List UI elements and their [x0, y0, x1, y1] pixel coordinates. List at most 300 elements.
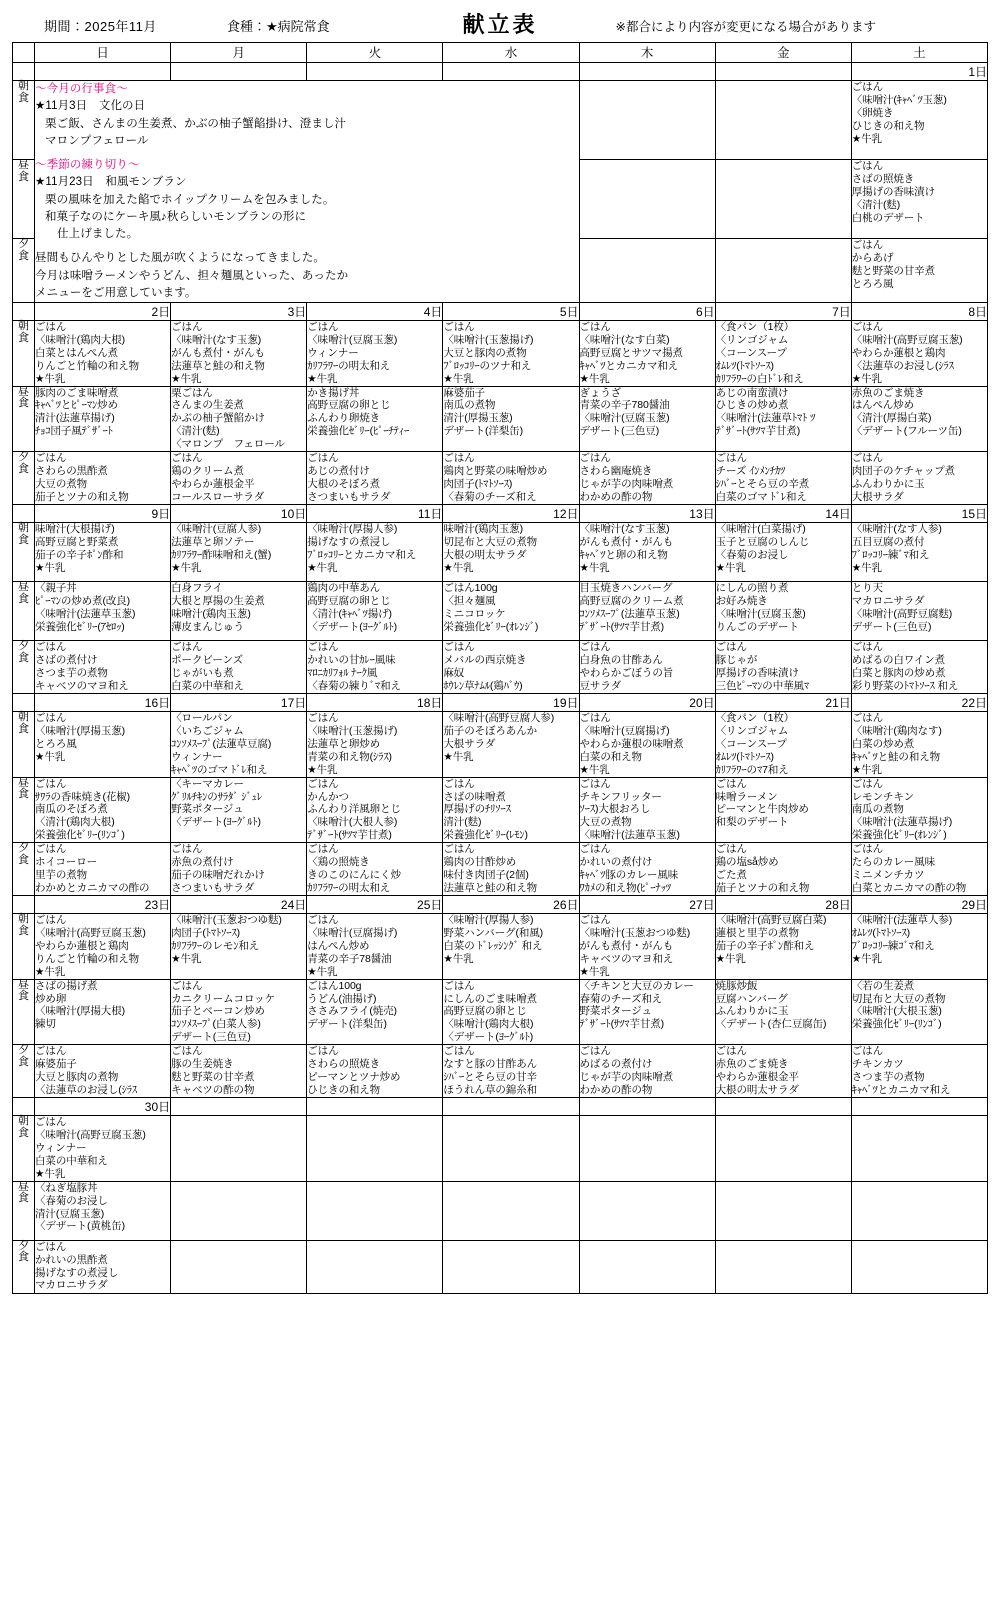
date-row: [13, 63, 988, 81]
menu-item: 味噌ラーメン: [715, 790, 778, 803]
row-label-asa: 朝 食: [13, 712, 35, 778]
date-row: [13, 694, 988, 712]
menu-item: 白菜とはんぺん煮: [35, 346, 119, 359]
menu-item: 南瓜の煮物: [443, 399, 496, 412]
meal-cell-asa: [443, 914, 579, 980]
menu-item: 〈味噌汁(なす玉葱): [171, 333, 262, 346]
menu-item: 青菜の辛子78醤油: [307, 952, 392, 965]
menu-item: ごはん: [35, 1240, 67, 1253]
meal-cell-asa: [579, 914, 715, 980]
row-label-hiru: 昼 食: [13, 386, 35, 452]
notice-line: ～季節の練り切り～: [35, 159, 140, 171]
menu-item: 法蓮草と鮭の和え物: [443, 881, 537, 894]
meal-cell-yu: [171, 843, 307, 896]
menu-item: 味付き肉団子(2個): [443, 868, 529, 881]
menu-item: ごはん: [715, 1045, 747, 1058]
meal-cell-yu: [171, 452, 307, 505]
menu-item: とり天: [851, 582, 883, 595]
menu-item: じゃが芋の肉味噌煮: [579, 477, 674, 490]
menu-item: 茄子とツナの和え物: [35, 490, 129, 503]
menu-item: ごはん: [579, 452, 611, 465]
menu-item: 〈味噌汁(ｷｬﾍﾞﾂ玉葱): [851, 93, 947, 106]
menu-item: 南瓜の煮物: [851, 803, 904, 816]
notice-line: 和菓子なのにケーキ風♪秋らしいモンブランの形に: [45, 210, 307, 223]
menu-item: ごはん: [579, 914, 611, 927]
date-cell: [715, 1098, 851, 1116]
menu-item: 麻奴: [443, 666, 465, 679]
menu-item: 法蓮草と卵ソテー: [171, 535, 255, 548]
menu-item: 切昆布と大豆の煮物: [851, 992, 946, 1005]
menu-item: さばの照焼き: [851, 172, 915, 185]
menu-item: ﾁｮｺ団子風ﾃﾞｻﾞｰﾄ: [35, 425, 113, 438]
menu-item: 〈デザート(杏仁豆腐缶): [715, 1018, 827, 1031]
menu-item: 〈味噌汁(白菜揚げ): [715, 523, 806, 536]
menu-item: やわらか蓮根と鶏肉: [35, 939, 129, 952]
menu-item: レモンチキン: [851, 790, 915, 803]
meal-cell-hiru: [171, 386, 307, 452]
menu-item: とろろ風: [851, 277, 894, 290]
menu-item: 〈清汁(麩): [171, 425, 220, 438]
notice-line: メニューをご用意しています。: [35, 286, 197, 299]
meal-cell-asa: [307, 321, 443, 387]
menu-item: 栄養強化ｾﾞﾘｰ(ﾘﾝｺﾞ): [851, 1018, 942, 1031]
menu-item: ポークビーンズ: [171, 653, 243, 666]
menu-item: ごはん: [443, 1045, 475, 1058]
menu-item: デザート(三色豆): [171, 1031, 251, 1044]
menu-item: 〈味噌汁(法蓮草玉葱): [35, 607, 136, 620]
menu-item: ★牛乳: [307, 763, 338, 776]
date-cell: 13日: [579, 505, 715, 523]
menu-item: あじの南蛮漬け: [715, 386, 789, 399]
menu-item: 南瓜のそぼろ煮: [35, 803, 108, 816]
date-cell: 21日: [715, 694, 851, 712]
menu-item: やわらか蓮根金平: [715, 1071, 799, 1083]
menu-item: ごはん: [851, 777, 883, 790]
date-cell: 6日: [579, 303, 715, 321]
meal-cell-asa: [715, 523, 851, 582]
menu-item: 〈デザート(黄桃缶): [35, 1220, 126, 1233]
meal-cell-asa: [171, 523, 307, 582]
meal-row: [13, 1116, 988, 1182]
menu-item: ★牛乳: [851, 132, 882, 145]
menu-item: からあげ: [851, 251, 894, 264]
menu-item: ごはん: [579, 712, 611, 725]
menu-item: 里芋の煮物: [35, 868, 88, 881]
menu-item: 〈法蓮草のお浸し(ｼﾗｽ: [35, 1083, 138, 1096]
menu-item: 白菜のゴマ ﾄﾞﾚ和え: [715, 490, 807, 503]
menu-item: ﾋﾟｰﾏﾝの炒め煮(改良): [35, 594, 131, 607]
dow-wed: 水: [443, 43, 579, 63]
menu-item: 高野豆腐の卵とじ: [307, 594, 391, 607]
date-cell: 25日: [307, 896, 443, 914]
menu-item: 〈清汁(厚揚白菜): [851, 412, 932, 425]
row-label-spacer: [13, 63, 35, 81]
date-cell: 24日: [171, 896, 307, 914]
menu-item: キャベツの酢の物: [171, 1083, 255, 1096]
menu-item: りんごと竹輪の和え物: [35, 359, 140, 372]
menu-item: ごはん: [35, 712, 67, 725]
meal-cell-hiru: [851, 979, 987, 1045]
date-cell: [171, 1098, 307, 1116]
meal-cell-hiru: [443, 582, 579, 641]
meal-cell-empty: [307, 1181, 443, 1240]
menu-item: 〈コーンスープ: [715, 737, 787, 750]
monthly-event-notice: [35, 81, 580, 303]
menu-item: はんぺん炒め: [307, 939, 370, 952]
menu-item: 〈コーンスープ: [715, 346, 787, 359]
menu-item: 〈親子丼: [35, 582, 77, 595]
meal-row: [13, 843, 988, 896]
menu-item: ごはん: [307, 843, 339, 856]
menu-item: ごはん: [851, 81, 883, 93]
menu-item: ﾎｳﾚﾝ草ﾅﾑﾙ(鶏ﾊﾞｳ): [443, 679, 523, 692]
menu-item: 栄養強化ｾﾞﾘｰ(ﾘﾝｺﾞ): [35, 829, 125, 842]
menu-item: 〈味噌汁(厚揚人参): [307, 523, 398, 536]
menu-item: 〈味噌汁(厚揚人参): [443, 914, 534, 927]
menu-item: 〈味噌汁(鶏肉なす): [851, 724, 942, 737]
menu-item: 茄子の辛子ﾎﾟﾝ酢和: [35, 548, 124, 561]
menu-item: ごはん: [715, 452, 747, 465]
meal-cell-hiru: [35, 1181, 171, 1240]
menu-item: 〈若の生姜煮: [851, 979, 915, 992]
meal-cell-asa: [715, 321, 851, 387]
meal-cell-yu: [579, 843, 715, 896]
meal-cell-empty: [851, 1181, 987, 1240]
date-cell: 18日: [307, 694, 443, 712]
menu-item: りんごのデザート: [715, 620, 799, 633]
menu-item: ｼﾊﾞｰとそら豆の辛煮: [715, 477, 810, 490]
menu-item: 味噌汁(鶏肉玉葱): [443, 523, 523, 536]
meal-cell-asa: [715, 914, 851, 980]
meal-row: [13, 914, 988, 980]
menu-item: なすと豚の甘酢あん: [443, 1058, 537, 1071]
menu-item: ★牛乳: [443, 561, 474, 574]
meal-cell-empty: [579, 1181, 715, 1240]
menu-item: ごはん: [851, 160, 883, 173]
menu-item: 大根のそぼろ煮: [307, 477, 381, 490]
menu-item: 〈味噌汁(なす人参): [851, 523, 942, 536]
menu-item: 味噌汁(大根揚げ): [35, 523, 115, 536]
menu-item: 栄養強化ｾﾞﾘｰ(ｵﾚﾝｼﾞ): [851, 829, 947, 842]
menu-item: ｿｰｽ)大根おろし: [579, 803, 651, 816]
menu-item: 〈味噌汁(高野豆腐人参): [443, 712, 555, 725]
date-cell: 2日: [35, 303, 171, 321]
menu-item: キャベツのマヨ和え: [35, 679, 129, 692]
meal-cell-yu: [851, 1045, 987, 1098]
menu-item: 白菜の和え物: [579, 750, 642, 763]
meal-cell-asa: [35, 321, 171, 387]
row-label-asa: 朝 食: [13, 523, 35, 582]
menu-item: 白菜の中華和え: [171, 679, 244, 692]
meal-cell-empty: [171, 1181, 307, 1240]
meal-cell-yu: [851, 452, 987, 505]
meal-cell-hiru: [307, 777, 443, 843]
menu-item: お好み焼き: [715, 594, 768, 607]
menu-item: ごはん: [851, 239, 883, 252]
dow-thu: 木: [579, 43, 715, 63]
menu-item: ｺﾝｿﾒｽｰﾌﾟ(白菜人参): [171, 1018, 261, 1031]
menu-item: ぎょうざ: [579, 386, 622, 399]
menu-item: ｶﾘﾌﾗﾜｰの明太和え: [307, 881, 391, 894]
date-cell: [579, 63, 715, 81]
menu-item: ほうれん草の錦糸和: [443, 1083, 537, 1096]
menu-item: ｶﾘﾌﾗﾜｰのﾏ7和え: [715, 763, 789, 776]
menu-item: 麩と野菜の甘辛煮: [171, 1071, 255, 1083]
date-row: [13, 1098, 988, 1116]
menu-item: ホイコーロー: [35, 856, 97, 869]
date-cell: 17日: [171, 694, 307, 712]
menu-item: ごはん: [171, 1045, 203, 1058]
menu-item: デザート(三色豆): [851, 620, 932, 633]
menu-item: ごはん: [171, 321, 203, 333]
menu-item: 春菊のチーズ和え: [579, 992, 663, 1005]
menu-item: ごはん: [35, 641, 67, 654]
row-label-yu: 夕 食: [13, 1045, 35, 1098]
menu-calendar-table: [12, 42, 988, 1294]
menu-item: 五目豆腐の煮付: [851, 535, 925, 548]
menu-item: マカロニサラダ: [35, 1279, 108, 1292]
menu-item: ごはん: [171, 843, 203, 856]
menu-item: やわらかごぼうの旨: [579, 666, 674, 679]
menu-item: さつま芋の煮物: [851, 1071, 925, 1083]
menu-item: 高野豆腐とサツマ揚煮: [579, 346, 683, 359]
menu-item: 白菜とカニカマの酢の物: [851, 881, 967, 894]
menu-item: 赤魚の煮付け: [171, 856, 234, 869]
meal-cell-hiru: [579, 777, 715, 843]
menu-item: ★牛乳: [715, 952, 746, 965]
menu-item: ごはん: [851, 1045, 883, 1058]
menu-item: やわらか蓮根金平: [171, 477, 255, 490]
meal-cell-yu: [443, 843, 579, 896]
menu-item: ★牛乳: [579, 965, 610, 978]
meal-cell-hiru: [35, 777, 171, 843]
meal-cell-empty: [171, 1240, 307, 1293]
date-cell: [307, 63, 443, 81]
menu-item: 〈味噌汁(豆腐揚げ): [307, 927, 398, 940]
menu-item: ウィンナー: [307, 346, 359, 359]
menu-item: 練切: [35, 1018, 56, 1031]
menu-item: 〈味噌汁(高野豆腐白菜): [715, 914, 827, 927]
menu-item: ごはん: [851, 452, 883, 465]
menu-item: 蓮根と里芋の煮物: [715, 927, 799, 940]
menu-item: ごはん: [715, 843, 747, 856]
menu-item: ごはん: [307, 321, 339, 333]
meal-cell-asa: [851, 523, 987, 582]
menu-item: 大根サラダ: [851, 490, 904, 503]
meal-cell-asa: [35, 523, 171, 582]
menu-item: ｷｬﾍﾞﾂとカニカマ和え: [851, 1083, 951, 1096]
dow-sun: 日: [35, 43, 171, 63]
meal-cell-asa: [715, 712, 851, 778]
row-label-hiru: 昼 食: [13, 1181, 35, 1240]
meal-row: [13, 1181, 988, 1240]
menu-item: デザート(三色豆): [579, 425, 660, 438]
date-cell: 4日: [307, 303, 443, 321]
meal-cell-yu: [715, 1045, 851, 1098]
meal-cell-asa: [579, 321, 715, 387]
menu-item: ﾌﾞﾛｯｺﾘｰ練ﾞﾏ和え: [851, 548, 930, 561]
meal-row: [13, 777, 988, 843]
row-label-yu: 夕 食: [13, 452, 35, 505]
meal-cell-empty: [715, 1240, 851, 1293]
menu-item: ★牛乳: [443, 750, 474, 763]
meal-cell-hiru: [443, 386, 579, 452]
meal-cell-hiru: [579, 386, 715, 452]
menu-item: 栄養強化ｾﾞﾘｰ(ｱｾﾛｯ): [35, 620, 125, 633]
meal-cell-asa: [443, 321, 579, 387]
menu-item: ｷｬﾍﾞﾂ豚のカレー風味: [579, 868, 679, 881]
row-label-yu: 夕 食: [13, 1240, 35, 1293]
menu-item: 肉団子のケチャップ煮: [851, 464, 956, 477]
menu-item: 白身魚の甘酢あん: [579, 653, 663, 666]
menu-item: 〈味噌汁(なす白菜): [579, 333, 670, 346]
menu-item: ｷｬﾍﾞﾂとカニカマ和え: [579, 359, 679, 372]
menu-item: かれいの甘ｶﾚｰ風味: [307, 653, 396, 666]
meal-cell-asa: [579, 523, 715, 582]
menu-item: さつま芋の煮物: [35, 666, 108, 679]
menu-item: 〈マロンプ フェロール: [171, 438, 285, 451]
menu-item: キャベツのマヨ和え: [579, 952, 674, 965]
menu-item: 豆腐ハンバーグ: [715, 992, 788, 1005]
menu-item: 和梨のデザート: [715, 816, 789, 829]
menu-item: 〈味噌汁(玉葱おつゆ麩): [171, 914, 282, 927]
menu-item: ごはん: [443, 452, 475, 465]
menu-item: やわらか蓮根と鶏肉: [851, 346, 946, 359]
menu-item: ﾌﾞﾛｯｺﾘｰ練ｺﾞﾏ和え: [851, 939, 935, 952]
meal-row: [13, 582, 988, 641]
menu-item: ごはん: [307, 712, 339, 725]
meal-cell-asa: [851, 914, 987, 980]
meal-cell-yu: [715, 641, 851, 694]
menu-item: 〈味噌汁(豆腐玉葱): [715, 607, 806, 620]
row-label-asa: 朝 食: [13, 81, 35, 160]
menu-item: ★牛乳: [579, 372, 610, 385]
date-cell: 20日: [579, 694, 715, 712]
menu-item: ｶﾘﾌﾗﾜｰ酢味噌和え(蟹): [171, 548, 272, 561]
menu-item: 玉子と豆腐のしんじ: [715, 535, 810, 548]
menu-item: 野菜ポタージュ: [171, 803, 244, 816]
menu-item: じゃがいも煮: [171, 666, 234, 679]
meal-cell-yu: [35, 1240, 171, 1293]
menu-item: メバルの西京焼き: [443, 653, 527, 666]
meal-cell-hiru: [35, 979, 171, 1045]
meal-cell-yu: [715, 452, 851, 505]
row-label-yu: 夕 食: [13, 239, 35, 303]
menu-item: マカロニサラダ: [851, 594, 925, 607]
menu-item: 〈味噌汁(玉葱揚げ): [443, 333, 534, 346]
date-cell: [35, 63, 171, 81]
menu-item: 豚肉のごま味噌煮: [35, 386, 119, 399]
date-cell: 3日: [171, 303, 307, 321]
date-cell: [443, 1098, 579, 1116]
menu-item: ★牛乳: [307, 965, 338, 978]
menu-item: 鶏の塩så炒め: [715, 856, 779, 869]
menu-item: にしんの照り煮: [715, 582, 789, 595]
date-cell: 7日: [715, 303, 851, 321]
menu-item: 茄子のそぼろあんか: [443, 724, 537, 737]
meal-cell-empty: [715, 1181, 851, 1240]
menu-item: 〈味噌汁(なす玉葱): [579, 523, 670, 536]
menu-item: ★牛乳: [443, 372, 474, 385]
menu-item: ★牛乳: [35, 1167, 66, 1180]
menu-item: 〈味噌汁(大根人参): [307, 816, 398, 829]
menu-item: 〈鶏の照焼き: [307, 856, 370, 869]
menu-item: 豚じゃが: [715, 653, 758, 666]
menu-item: 〈味噌汁(法蓮草人参): [851, 914, 953, 927]
meal-cell-hiru: [851, 160, 987, 239]
date-cell: 1日: [851, 63, 987, 81]
menu-item: 茄子とベーコン炒め: [171, 1005, 265, 1018]
menu-item: 高野豆腐の卵とじ: [307, 399, 391, 412]
meal-cell-hiru: [851, 582, 987, 641]
menu-item: ごはん: [171, 452, 203, 465]
row-label-hiru: 昼 食: [13, 582, 35, 641]
menu-item: がんも煮付・がんも: [579, 939, 674, 952]
menu-item: 〈チキンと大豆のカレー: [579, 979, 694, 992]
meal-cell-hiru: [851, 777, 987, 843]
meal-cell-yu: [443, 452, 579, 505]
menu-item: 〈キーマカレー: [171, 777, 244, 790]
menu-item: ごはん: [443, 979, 475, 992]
menu-item: 麻婆茄子: [443, 386, 485, 399]
menu-item: ｵﾑﾚﾂ(ﾄﾏﾄｿｰｽ): [715, 750, 774, 763]
menu-item: 大根と厚揚の生姜煮: [171, 594, 265, 607]
meal-cell-empty: [715, 239, 851, 303]
menu-item: ★牛乳: [579, 763, 610, 776]
meal-cell-asa: [307, 523, 443, 582]
row-label-asa: 朝 食: [13, 914, 35, 980]
menu-item: ★牛乳: [307, 561, 338, 574]
menu-item: 大根サラダ: [443, 737, 496, 750]
menu-item: 厚揚げのﾁﾘｿｰｽ: [443, 803, 511, 816]
menu-item: 揚げなすの煮浸し: [307, 535, 391, 548]
menu-item: 野菜ハンバーグ(和風): [443, 927, 544, 940]
date-row: [13, 303, 988, 321]
disclaimer-note: ※都合により内容が変更になる場合があります: [615, 20, 876, 34]
menu-item: 目玉焼きハンバーグ: [579, 582, 673, 595]
meal-cell-empty: [579, 239, 715, 303]
menu-item: ﾃﾞｻﾞｰﾄ(ｻﾂﾏ芋甘煮): [579, 1018, 665, 1031]
meal-cell-yu: [851, 641, 987, 694]
menu-item: ふんわりかに玉: [851, 477, 925, 490]
menu-item: 〈味噌汁(高野豆腐玉葱): [35, 1129, 146, 1142]
menu-item: 白菜の ﾄﾞﾚｯｼﾝｸﾞ 和え: [443, 939, 543, 952]
menu-item: 焼豚炒飯: [715, 979, 758, 992]
notice-line: 栗ご飯、さんまの生姜煮、かぶの柚子蟹餡掛け、澄まし汁: [45, 117, 347, 130]
menu-item: ごはん: [851, 641, 883, 654]
menu-item: 味噌汁(鶏肉玉葱): [171, 607, 251, 620]
menu-item: 栄養強化ｾﾞﾘｰ(ﾚﾓﾝ): [443, 829, 528, 842]
menu-item: 白菜の中華和え: [35, 1154, 108, 1167]
date-cell: 29日: [851, 896, 987, 914]
menu-item: 〈味噌汁(法蓮草揚げ): [851, 816, 953, 829]
menu-item: ★牛乳: [171, 561, 202, 574]
menu-item: 大根の明太サラダ: [443, 548, 527, 561]
menu-item: 麩と野菜の甘辛煮: [851, 264, 935, 277]
meal-cell-asa: [443, 712, 579, 778]
row-label-asa: 朝 食: [13, 1116, 35, 1182]
menu-item: ｶﾘﾌﾗﾜｰのレモﾝ和え: [171, 939, 260, 952]
meal-cell-yu: [307, 1045, 443, 1098]
menu-item: ﾌﾞﾛｯｺﾘｰのツナ和え: [443, 359, 532, 372]
meal-cell-hiru: [307, 979, 443, 1045]
meal-cell-yu: [579, 1045, 715, 1098]
menu-item: 法蓮草と鮭の和え物: [171, 359, 265, 372]
dow-fri: 金: [715, 43, 851, 63]
meal-cell-hiru: [171, 582, 307, 641]
menu-item: 清汁(厚揚玉葱): [443, 412, 513, 425]
menu-item: 法蓮草と卵炒め: [307, 737, 381, 750]
